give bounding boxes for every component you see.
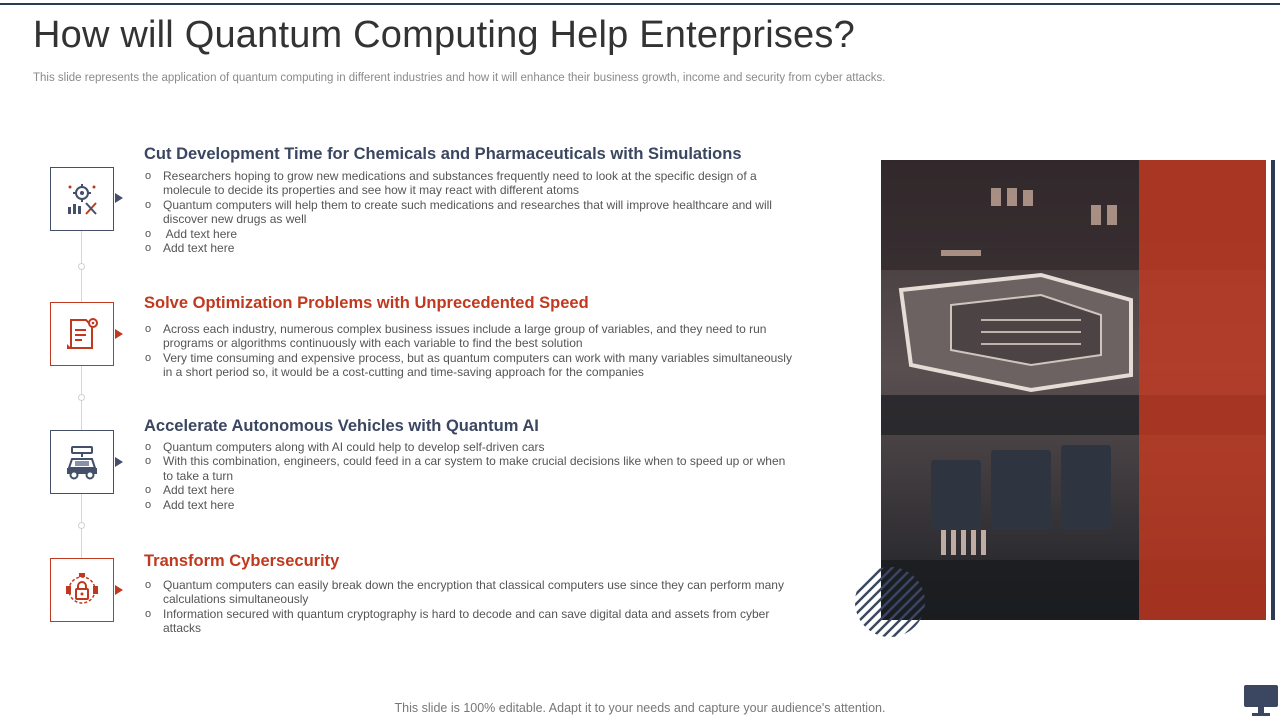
section-2-pointer — [115, 329, 123, 339]
section-1-icon-box — [50, 167, 114, 231]
bullet-item: o Add text here — [144, 241, 794, 255]
bullet-item: o Information secured with quantum cryptography is hard to decode and can save digital data and assets from cyber attacks — [144, 607, 794, 636]
section-1 — [144, 145, 794, 255]
section-4-bullets — [144, 578, 794, 636]
section-3-heading: Accelerate Autonomous Vehicles with Quantum AI — [144, 417, 539, 435]
red-color-overlay — [1139, 160, 1266, 620]
section-4-icon-box — [50, 558, 114, 622]
section-2-heading: Solve Optimization Problems with Unprecedented Speed — [144, 294, 589, 312]
bullet-item: o With this combination, engineers, could feed in a car system to make crucial decisions like when to speed up or when to take a turn — [144, 454, 794, 483]
timeline-dot — [78, 522, 85, 529]
bullet-item: o Quantum computers along with AI could help to develop self-driven cars — [144, 440, 794, 454]
circuit-board-photo — [881, 160, 1266, 620]
section-1-heading: Cut Development Time for Chemicals and Pharmaceuticals with Simulations — [144, 145, 742, 163]
bullet-item: o Quantum computers can easily break down the encryption that classical computers use since they can perform many calculations simultaneously — [144, 578, 794, 607]
document-gear-icon — [62, 314, 102, 354]
bullet-item: o Add text here — [144, 227, 794, 241]
timeline-dot — [78, 263, 85, 270]
hatched-circle-decoration — [854, 566, 926, 638]
timeline-dot — [78, 394, 85, 401]
section-4 — [144, 552, 794, 636]
page-title: How will Quantum Computing Help Enterprises? — [33, 14, 855, 56]
right-accent-bar — [1271, 160, 1275, 620]
bullet-item: o Across each industry, numerous complex business issues include a large group of variables, and they need to run programs or algorithms continuously with each variable to find the best solution — [144, 322, 794, 351]
bullet-item: o Add text here — [144, 498, 794, 512]
section-3-pointer — [115, 457, 123, 467]
section-1-pointer — [115, 193, 123, 203]
section-4-pointer — [115, 585, 123, 595]
section-2 — [144, 294, 794, 380]
page-subtitle: This slide represents the application of quantum computing in different industries and how it will enhance their business growth, income and security from cyber attacks. — [33, 72, 886, 84]
cyber-security-lock-icon — [62, 570, 102, 610]
section-3 — [144, 417, 794, 512]
section-1-bullets — [144, 169, 794, 255]
top-rule — [0, 3, 1280, 5]
bullet-item: o Researchers hoping to grow new medications and substances frequently need to look at the specific design of a molecule to decide its properties and see how it may react with different atoms — [144, 169, 794, 198]
bullet-item: o Very time consuming and expensive process, but as quantum computers can work with many variables simultaneously in a short period so, it would be a cost-cutting and time-saving approach for the companies — [144, 351, 794, 380]
autonomous-vehicle-icon — [62, 442, 102, 482]
footer-note: This slide is 100% editable. Adapt it to your needs and capture your audience's attention. — [394, 701, 886, 715]
settings-tools-chart-icon — [62, 179, 102, 219]
section-2-icon-box — [50, 302, 114, 366]
monitor-icon — [1243, 684, 1279, 718]
section-3-bullets — [144, 440, 794, 512]
section-2-bullets — [144, 322, 794, 380]
section-3-icon-box — [50, 430, 114, 494]
section-4-heading: Transform Cybersecurity — [144, 552, 340, 570]
bullet-item: o Quantum computers will help them to create such medications and researches that will improve healthcare and will discover new drugs as well — [144, 198, 794, 227]
bullet-item: o Add text here — [144, 483, 794, 497]
